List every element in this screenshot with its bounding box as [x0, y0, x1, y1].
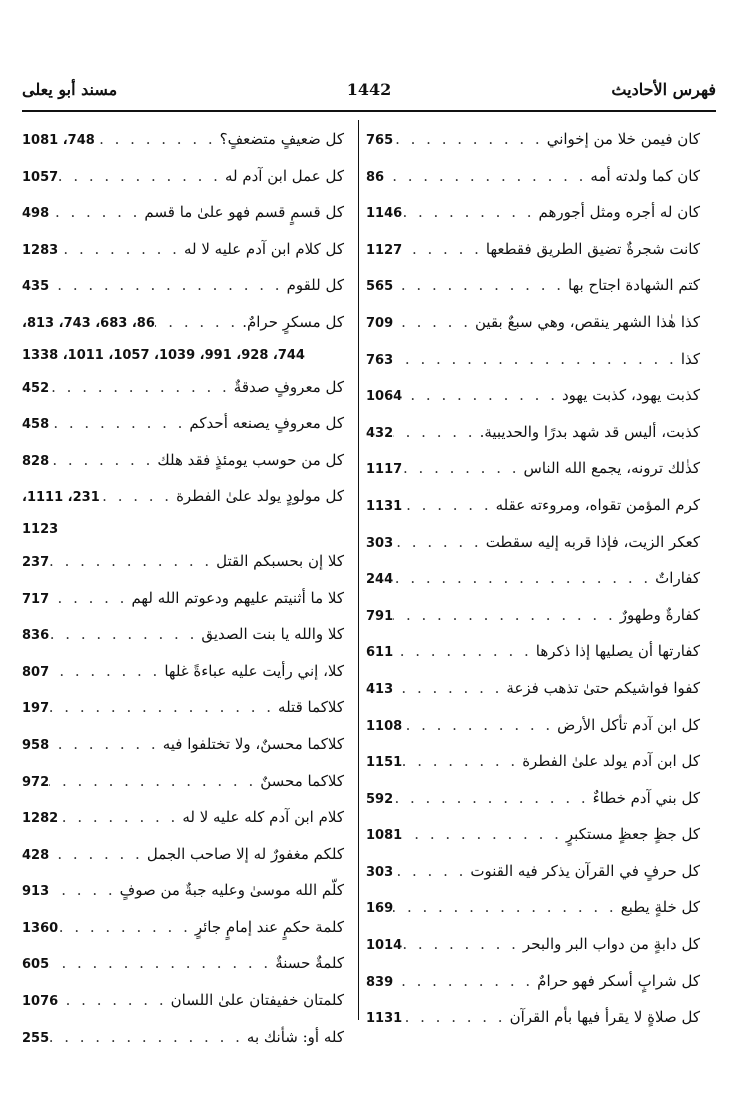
column-divider [358, 120, 359, 1020]
entry-text: كفارةٌ وطهورٌ [619, 605, 700, 624]
entry-number: 303 [366, 864, 394, 880]
leader-dots [100, 479, 176, 514]
entry-number: 197 [22, 701, 50, 717]
entry-number: 458 [22, 417, 50, 433]
entry-text: كلاكما قتله [278, 698, 344, 717]
index-entry [22, 370, 344, 407]
index-entry [366, 232, 700, 269]
index-entry [366, 634, 700, 671]
index-entry [22, 581, 344, 618]
index-entry [22, 946, 344, 983]
entry-number: 498 [22, 206, 50, 222]
leader-dots [402, 927, 523, 962]
entry-text: كلمة حكمٍ عند إمامٍ جائرٍ [194, 917, 344, 936]
leader-dots [393, 268, 568, 303]
entry-text: كذا [680, 349, 700, 368]
leader-dots [49, 837, 147, 872]
leader-dots [49, 690, 278, 725]
leader-dots [393, 598, 620, 633]
entry-number: 435 [22, 279, 50, 295]
index-entry [366, 671, 700, 708]
entry-number: 839 [366, 974, 394, 990]
entry-number: 231، 1111، [22, 490, 100, 506]
leader-dots [402, 451, 523, 486]
entry-number: 86، 683، 743، 813، [22, 315, 155, 331]
entry-text: كل بني آدم خطاءٌ [592, 788, 700, 807]
index-entry [366, 415, 700, 452]
entry-text: كذا هٰذا الشهر ينقص، وهي سبعٌ بقين [475, 312, 700, 331]
leader-dots [393, 890, 621, 925]
entry-text: كلاكما محسنٌ، ولا تختلفوا فيه [162, 734, 344, 753]
entry-text: كتم الشهادة اجتاح بها [568, 276, 700, 295]
index-entry [366, 195, 700, 232]
index-entry [22, 873, 344, 910]
index-entry [366, 781, 700, 818]
entry-number: 592 [366, 791, 394, 807]
entry-number: 452 [22, 380, 50, 396]
index-entry [22, 800, 344, 837]
entry-number: 836 [22, 628, 50, 644]
entry-text: كذبت يهود، كذبت يهود [561, 386, 700, 405]
leader-dots [393, 305, 475, 340]
entry-text: كان كما ولدته أمه [590, 166, 700, 185]
entry-number: 303 [366, 535, 394, 551]
leader-dots [155, 305, 242, 340]
leader-dots [384, 159, 590, 194]
leader-dots [49, 654, 164, 689]
index-entry [22, 544, 344, 581]
index-entry [22, 1020, 344, 1057]
header-book-title: مسند أبو يعلى [22, 80, 118, 99]
leader-dots [49, 268, 286, 303]
entry-text: كذٰلك ترونه، يجمع الله الناس [523, 459, 700, 478]
leader-dots [58, 159, 225, 194]
entry-number: 1081 [366, 828, 403, 844]
index-entry [366, 305, 700, 342]
entry-number: 1131 [366, 1011, 403, 1027]
entry-number: 413 [366, 681, 394, 697]
leader-dots [49, 946, 275, 981]
entry-number: 972 [22, 774, 50, 790]
entry-number: 763 [366, 352, 394, 368]
entry-text: كعكر الزيت، فإذا قربه إليه سقطت [485, 532, 700, 551]
leader-dots [49, 443, 157, 478]
entry-text: كل معروفٍ صدقةٌ [233, 377, 344, 396]
leader-dots [402, 1000, 509, 1035]
page-header [22, 80, 716, 106]
index-entry [22, 690, 344, 727]
entry-text: كانت شجرةٌ تضيق الطريق فقطعها [485, 239, 700, 258]
leader-dots [49, 1020, 247, 1055]
entry-text: كل دابةٍ من دواب البر والبحر [522, 935, 700, 954]
index-entry [22, 727, 344, 764]
leader-dots [393, 415, 479, 450]
index-entry [366, 744, 700, 781]
entry-text: كلا، إني رأيت عليه عباءةً غلها [164, 661, 344, 680]
index-entry [22, 195, 344, 232]
index-entry [366, 927, 700, 964]
leader-dots [58, 983, 170, 1018]
leader-dots [49, 406, 189, 441]
index-entry [22, 654, 344, 691]
leader-dots [393, 671, 506, 706]
entry-number: 1064 [366, 389, 403, 405]
index-entry [22, 479, 344, 516]
leader-dots [393, 781, 593, 816]
index-entry [366, 451, 700, 488]
entry-text: كل ابن آدم يولد علىٰ الفطرة [522, 752, 700, 771]
left-column [22, 122, 344, 1056]
entry-number: 1131 [366, 498, 403, 514]
leader-dots [49, 195, 144, 230]
header-section-title: فهرس الأحاديث [611, 80, 716, 99]
index-entry [366, 817, 700, 854]
entry-number: 709 [366, 315, 394, 331]
index-entry [22, 268, 344, 305]
entry-text: كفوا فواشيكم حتىٰ تذهب فزعة [506, 678, 700, 697]
entry-number: 237 [22, 554, 50, 570]
entry-continuation: 1123 [22, 521, 59, 537]
entry-text: كل مولودٍ يولد علىٰ الفطرة [176, 487, 344, 506]
entry-text: كلا إن بحسبكم القتل [216, 551, 344, 570]
index-entry [366, 854, 700, 891]
index-entry [366, 708, 700, 745]
index-entry [22, 910, 344, 947]
right-column [366, 122, 700, 1037]
entry-number: 1127 [366, 242, 403, 258]
leader-dots [402, 488, 495, 523]
leader-dots [58, 800, 182, 835]
index-entry [366, 488, 700, 525]
entry-text: كل ابن آدم تأكل الأرض [557, 715, 700, 734]
entry-text: كله أو: شأنك به [246, 1027, 344, 1046]
leader-dots [49, 617, 201, 652]
entry-text: كل معروفٍ يصنعه أحدكم [189, 414, 344, 433]
entry-text: كلا والله يا بنت الصديق [201, 625, 344, 644]
entry-number: 432 [366, 425, 394, 441]
entry-number: 717 [22, 591, 50, 607]
index-entry [22, 983, 344, 1020]
entry-number: 1360 [22, 920, 59, 936]
index-entry [366, 268, 700, 305]
entry-text: كلمتان خفيفتان علىٰ اللسان [170, 991, 344, 1010]
leader-dots [95, 122, 220, 157]
entry-number: 748، 1081 [22, 133, 95, 148]
entry-text: كلكم مغفورٌ له إلا صاحب الجمل [146, 844, 344, 863]
entry-number: 1108 [366, 718, 403, 734]
index-entry [22, 122, 344, 159]
entry-text: كلام ابن آدم كله عليه لا له [182, 808, 344, 827]
leader-dots [49, 581, 131, 616]
leader-dots [402, 378, 562, 413]
leader-dots [49, 873, 120, 908]
entry-continuation: 744، 928، 991، 1039، 1057، 1011، 1338 [22, 347, 305, 363]
entry-text: كلا ما أثنيتم عليهم ودعوتم الله لهم [131, 588, 344, 607]
leader-dots [49, 764, 260, 799]
entry-text: كل مسكرٍ حرامٌ. [242, 312, 344, 331]
entry-text: كل خلةٍ يطبع [620, 898, 700, 917]
index-entry [366, 1000, 700, 1037]
entry-number: 611 [366, 645, 394, 661]
entry-text: كل حرفٍ في القرآن يذكر فيه القنوت [470, 861, 700, 880]
index-entry [366, 598, 700, 635]
entry-text: كل للقوم [286, 276, 344, 295]
index-entry [366, 561, 700, 598]
index-entry [22, 232, 344, 269]
page-number: 1442 [346, 80, 392, 99]
index-entry [366, 964, 700, 1001]
entry-number: 605 [22, 957, 50, 973]
entry-text: كل كلام ابن آدم عليه لا له [183, 239, 344, 258]
leader-dots [58, 910, 195, 945]
leader-dots [393, 561, 655, 596]
leader-dots [393, 964, 537, 999]
entry-text: كلمةٌ حسنةٌ [275, 954, 344, 973]
entry-text: كفارتها أن يصليها إذا ذكرها [535, 642, 700, 661]
leader-dots [393, 122, 547, 157]
entry-text: كلاكما محسنٌ [260, 771, 344, 790]
entry-number: 428 [22, 847, 50, 863]
entry-number: 86 [366, 169, 385, 185]
index-entry [366, 159, 700, 196]
entry-text: كل قسمٍ قسم فهو علىٰ ما قسم [144, 203, 344, 222]
index-entry [22, 617, 344, 654]
entry-number: 565 [366, 279, 394, 295]
leader-dots [402, 232, 486, 267]
entry-text: كل شرابٍ أسكر فهو حرامٌ [537, 971, 700, 990]
entry-text: كلّم الله موسىٰ وعليه جبةٌ من صوفٍ [119, 881, 344, 900]
entry-number: 1283 [22, 242, 59, 258]
leader-dots [393, 854, 470, 889]
entry-number: 1076 [22, 994, 59, 1010]
entry-number: 255 [22, 1030, 50, 1046]
leader-dots [402, 744, 522, 779]
entry-text: كل عمل ابن آدم له [224, 166, 344, 185]
entry-number: 828 [22, 453, 50, 469]
leader-dots [58, 232, 184, 267]
index-entry [22, 159, 344, 196]
entry-text: كرم المؤمن تقواه، ومروءته عقله [495, 495, 700, 514]
entry-number: 1117 [366, 462, 403, 478]
leader-dots [402, 708, 557, 743]
entry-number: 1282 [22, 811, 59, 827]
index-entry [366, 525, 700, 562]
leader-dots [49, 370, 234, 405]
index-entry [366, 122, 700, 159]
entry-number: 244 [366, 572, 394, 588]
entry-text: كفاراتٌ [655, 569, 700, 588]
leader-dots [402, 195, 538, 230]
index-entry [22, 406, 344, 443]
entry-number: 1146 [366, 206, 403, 222]
entry-text: كذبت، أليس قد شهد بدرًا والحديبية. [479, 422, 700, 441]
entry-number: 958 [22, 737, 50, 753]
entry-text: كان فيمن خلا من إخواني [546, 130, 700, 148]
entry-text: كل ضعيفٍ متضعفٍ؟ [219, 130, 344, 148]
leader-dots [402, 817, 566, 852]
index-entry [366, 378, 700, 415]
leader-dots [393, 525, 486, 560]
entry-text: كل من حوسب يومئذٍ فقد هلك [157, 450, 344, 469]
entry-text: كان له أجره ومثل أجورهم [538, 203, 700, 222]
entry-text: كل صلاةٍ لا يقرأ فيها بأم القرآن [509, 1008, 700, 1027]
entry-number: 1014 [366, 938, 403, 954]
leader-dots [49, 544, 216, 579]
entry-number: 807 [22, 664, 50, 680]
index-entry [366, 890, 700, 927]
index-entry [366, 342, 700, 379]
leader-dots [393, 342, 681, 377]
entry-number: 765 [366, 133, 394, 148]
index-entry [22, 443, 344, 480]
leader-dots [49, 727, 163, 762]
entry-number: 1151 [366, 755, 403, 771]
index-entry [22, 305, 344, 342]
index-entry [22, 837, 344, 874]
index-entry [22, 764, 344, 801]
entry-number: 913 [22, 884, 50, 900]
entry-text: كل جظٍ جعظٍ مستكبرٍ [565, 825, 700, 844]
entry-number: 1057 [22, 169, 59, 185]
leader-dots [393, 634, 536, 669]
header-rule [22, 110, 716, 112]
entry-number: 791 [366, 608, 394, 624]
entry-number: 169 [366, 901, 394, 917]
